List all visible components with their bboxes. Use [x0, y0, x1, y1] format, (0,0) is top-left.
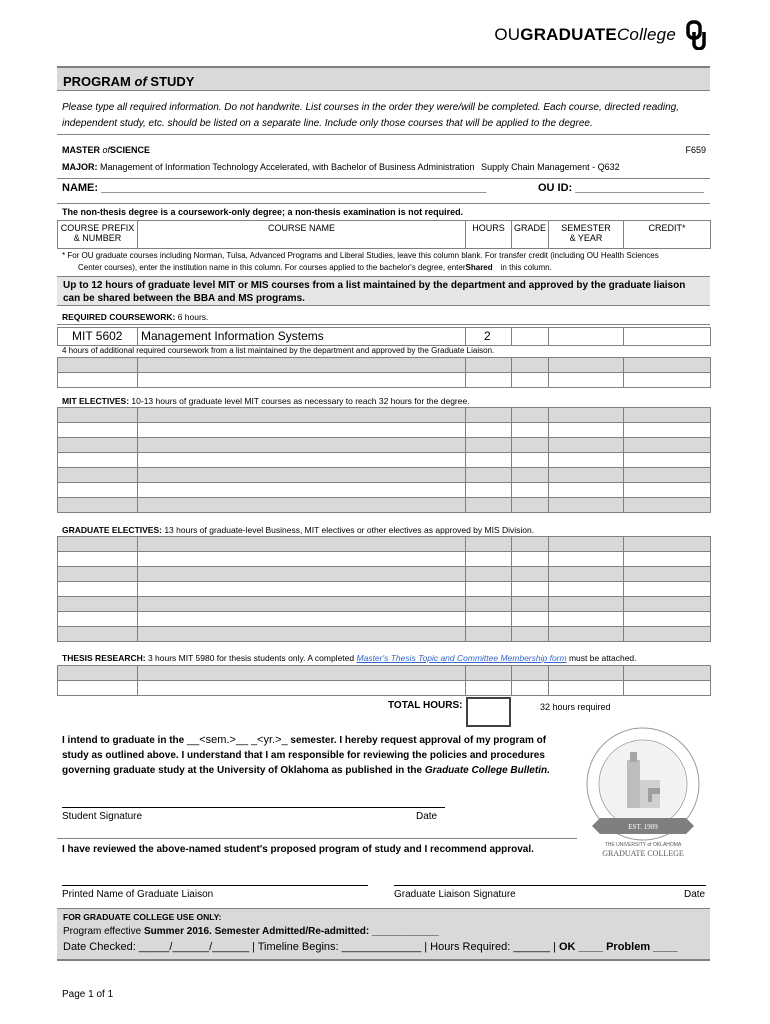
semester-cell[interactable]	[549, 328, 624, 346]
form-code: F659	[685, 145, 706, 155]
divider	[57, 134, 710, 135]
course-prefix-cell[interactable]: MIT 5602	[58, 328, 138, 346]
reviewed-statement: I have reviewed the above-named student's proposed program of study and I recommend approval.	[62, 844, 534, 855]
grad-electives-table	[57, 536, 711, 642]
grade-cell[interactable]	[512, 328, 549, 346]
liaison-name-line[interactable]	[62, 885, 368, 886]
student-signature-line[interactable]	[62, 807, 445, 808]
divider	[57, 838, 577, 839]
thesis-label: THESIS RESEARCH: 3 hours MIT 5980 for thesis students only. A completed Master's Thesis Topic and Committee Membership form must be attached.	[62, 653, 637, 663]
svg-text:GRADUATE COLLEGE: GRADUATE COLLEGE	[602, 849, 684, 858]
divider	[57, 324, 710, 325]
name-row	[62, 182, 710, 194]
instructions: Please type all required information. Do not handwrite. List courses in the order they were/will be completed. Each course, directed reading, independent study, etc. should be listed on a separate line. Include only those courses that will be applied to the degree.	[62, 102, 679, 129]
course-name-cell[interactable]: Management Information Systems	[138, 328, 466, 346]
divider	[57, 203, 710, 204]
table-row[interactable]	[58, 597, 711, 612]
shared-hours-note: Up to 12 hours of graduate level MIT or MIS courses from a list maintained by the department and approved by the graduate liaison can be shared between the BBA and MS programs.	[57, 276, 710, 306]
table-row[interactable]	[58, 567, 711, 582]
name-field[interactable]: NAME: _______________________________________________________________	[62, 182, 487, 194]
total-hours-label: TOTAL HOURS:	[388, 700, 463, 711]
liaison-name-label: Printed Name of Graduate Liaison	[62, 889, 214, 900]
table-row[interactable]	[58, 666, 711, 681]
major-line: MAJOR: Management of Information Technology Accelerated, with Bachelor of Business Administration Supply Chain Management - Q632	[62, 162, 620, 172]
col-credit: CREDIT*	[624, 221, 711, 249]
gc-heading: FOR GRADUATE COLLEGE USE ONLY:	[63, 912, 222, 922]
required-rows	[57, 357, 711, 388]
thesis-form-link[interactable]: Master's Thesis Topic and Committee Membership form	[356, 653, 567, 663]
table-row[interactable]	[58, 468, 711, 483]
logo-wordmark: OUGRADUATECollege	[494, 25, 676, 44]
gc-program-effective: Program effective Summer 2016. Semester Admitted/Re-admitted: ____________	[63, 926, 439, 937]
table-row[interactable]	[58, 373, 711, 388]
year-field[interactable]: _<yr.>_	[250, 734, 288, 746]
page-number: Page 1 of 1	[62, 989, 114, 1000]
graduate-college-seal-icon	[578, 722, 708, 862]
student-signature-label: Student Signature	[62, 811, 143, 822]
col-semester: SEMESTER & YEAR	[549, 221, 624, 249]
intent-statement: I intend to graduate in the __<sem.>__ _<yr.>_ semester. I hereby request approval of my program of study as outlined above. I understand that I am responsible for reviewing the policies and procedures governing graduate study at the University of Oklahoma as published in the Graduate College Bulletin.	[62, 734, 550, 776]
col-prefix: COURSE PREFIX & NUMBER	[58, 221, 138, 249]
table-row[interactable]	[58, 438, 711, 453]
graduate-college-use-box	[57, 908, 710, 961]
liaison-date-label: Date	[684, 889, 706, 900]
total-hours-input[interactable]	[466, 697, 511, 727]
mit-electives-label: MIT ELECTIVES: 10-13 hours of graduate level MIT courses as necessary to reach 32 hours for the degree.	[62, 396, 470, 406]
col-hours: HOURS	[466, 221, 512, 249]
column-headers	[57, 220, 711, 249]
credit-footnote: * For OU graduate courses including Norman, Tulsa, Advanced Programs and Liberal Studies, leave this column blank. For transfer credit (including OU Health Sciences Center courses), enter the institution name in this column. For courses applied to the bachelor's degree, enterSharedin this column.	[62, 251, 659, 272]
table-row[interactable]	[58, 423, 711, 438]
svg-text:THE UNIVERSITY of OKLAHOMA: THE UNIVERSITY of OKLAHOMA	[604, 842, 682, 848]
table-row[interactable]	[58, 612, 711, 627]
gc-checks: Date Checked: _____/______/______ | Timeline Begins: _____________ | Hours Required: ______ | OK ____ Problem ____	[63, 941, 678, 953]
ouid-field[interactable]: OU ID: _____________________	[538, 182, 704, 194]
table-row[interactable]	[58, 483, 711, 498]
grad-electives-label: GRADUATE ELECTIVES: 13 hours of graduate-level Business, MIT electives or other electives as approved by MIS Division.	[62, 525, 535, 535]
mit-electives-table	[57, 407, 711, 513]
hours-cell[interactable]: 2	[466, 328, 512, 346]
semester-field[interactable]: __<sem.>__	[187, 734, 249, 746]
student-date-label: Date	[416, 811, 438, 822]
required-table	[57, 327, 711, 346]
table-row[interactable]	[58, 498, 711, 513]
liaison-signature-line[interactable]	[394, 885, 706, 886]
table-row[interactable]	[58, 582, 711, 597]
table-row[interactable]	[58, 552, 711, 567]
divider	[57, 178, 710, 179]
table-row[interactable]	[58, 681, 711, 696]
college-logo	[494, 20, 708, 50]
degree-title: MASTER ofSCIENCE	[62, 145, 151, 155]
table-row[interactable]	[58, 408, 711, 423]
required-label: REQUIRED COURSEWORK: 6 hours.	[62, 312, 209, 322]
nonthesis-note: The non-thesis degree is a coursework-only degree; a non-thesis examination is not required.	[62, 207, 464, 217]
thesis-table	[57, 665, 711, 696]
col-grade: GRADE	[512, 221, 549, 249]
table-row	[58, 328, 711, 346]
required-additional-note: 4 hours of additional required coursework from a list maintained by the department and approved by the Graduate Liaison.	[62, 346, 495, 355]
table-row[interactable]	[58, 453, 711, 468]
total-hours-required: 32 hours required	[540, 702, 611, 712]
table-row[interactable]	[58, 358, 711, 373]
liaison-signature-label: Graduate Liaison Signature	[394, 889, 516, 900]
table-row[interactable]	[58, 537, 711, 552]
table-row[interactable]	[58, 627, 711, 642]
credit-cell[interactable]	[624, 328, 711, 346]
svg-text:EST. 1909: EST. 1909	[628, 823, 658, 831]
col-course-name: COURSE NAME	[138, 221, 466, 249]
ou-interlock-icon	[686, 20, 708, 50]
form-title: PROGRAM of STUDY	[57, 66, 710, 91]
